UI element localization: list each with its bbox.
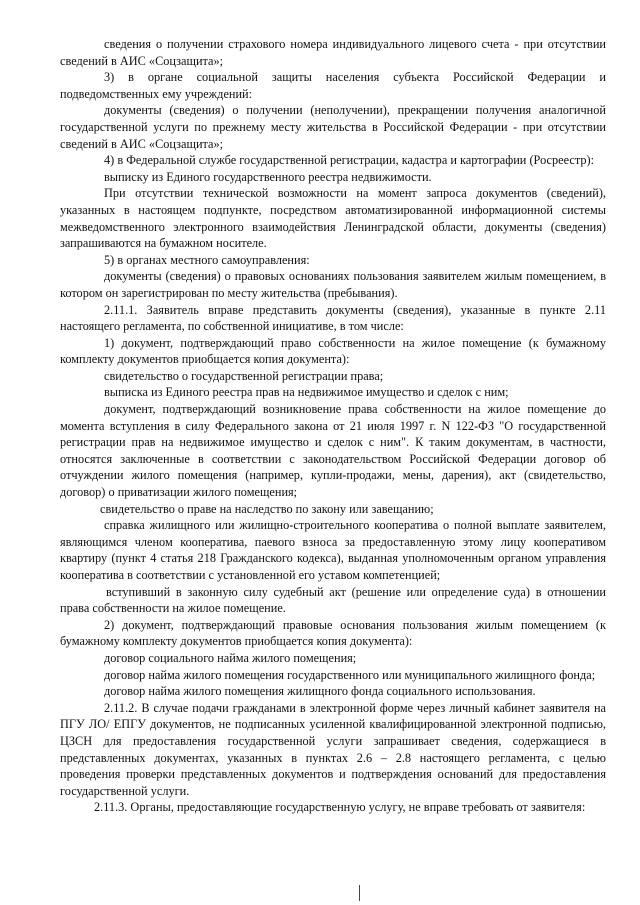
paragraph: сведения о получении страхового номера индивидуального лицевого счета - при отсутствии сведений в АИС «Соцзащита»; [60, 37, 606, 68]
paragraph: справка жилищного или жилищно-строительного кооператива о полной выплате заявителем, являющимся членом кооператива, паевого взноса за предоставленную этому лицу кооперативом квартиру (пункт 4 статья 218 Гражданского кодекса), выданная уполномоченным органом управления кооператива в соответствии с установленной его уставом компетенцией; [60, 518, 606, 582]
paragraph: 4) в Федеральной службе государственной регистрации, кадастра и картографии (Росреестр): [104, 153, 595, 168]
paragraph: 3) в органе социальной защиты населения субъекта Российской Федерации и подведомственных ему учреждений: [60, 70, 606, 101]
paragraph: договор социального найма жилого помещения; [104, 650, 357, 665]
paragraph: документы (сведения) о правовых основаниях пользования заявителем жилым помещением, в котором он зарегистрирован по месту жительства (пребывания). [60, 269, 606, 300]
paragraph: выписку из Единого государственного реестра недвижимости. [104, 169, 432, 184]
paragraph: При отсутствии технической возможности на момент запроса документов (сведений), указанных в настоящем подпункте, посредством автоматизированной информационной системы межведомственного электронного взаимодействия Ленинградской области, документы (сведения) запрашиваются на бумажном носителе. [60, 186, 606, 251]
paragraph: свидетельство о государственной регистрации права; [104, 368, 384, 383]
paragraph: 1) документ, подтверждающий право собственности на жилое помещение (к бумажному комплекту документов приобщается копия документа): [60, 335, 606, 367]
paragraph: выписка из Единого реестра прав на недвижимое имущество и сделок с ним; [104, 385, 509, 400]
paragraph: 2) документ, подтверждающий правовые основания пользования жилым помещением (к бумажному комплекту документов приобщается копия документа): [60, 617, 606, 649]
scan-mark [359, 885, 360, 901]
paragraph: 2.11.2. В случае подачи гражданами в электронной форме через личный кабинет заявителя на ПГУ ЛО/ ЕПГУ документов, не подписанных усиленной квалифицированной электронной подписью, ЦЗСН для предоставления государственной услуги запрашивает сведения, содержащиеся в представленных документах, указанных в пунктах 2.6 – 2.8 настоящего регламента, с целью проведения проверки представленных документов и подтверждения оснований для предоставления государственной услуги. [60, 700, 606, 798]
paragraph: документ, подтверждающий возникновение права собственности на жилое помещение до момента вступления в силу Федерального закона от 21 июля 1997 г. N 122-ФЗ "О государственной регистрации прав на недвижимое имущество и сделок с ним". К таким документам, в частности, относятся заключенные в соответствии с законодательством Российской Федерации договор об отчуждении жилого помещения (например, купли-продажи, мены, дарения), акт (свидетельство, договор) о приватизации жилого помещения; [60, 402, 606, 500]
paragraph: договор найма жилого помещения государственного или муниципального жилищного фонда; [104, 667, 596, 682]
paragraph: 2.11.1. Заявитель вправе представить документы (сведения), указанные в пункте 2.11 настоящего регламента, по собственной инициативе, в том числе: [60, 302, 606, 334]
paragraph: документы (сведения) о получении (неполучении), прекращении получения аналогичной государственной услуги по прежнему месту жительства в Российской Федерации - при отсутствии сведений в АИС «Соцзащита»; [60, 103, 606, 151]
paragraph: 5) в органах местного самоуправления: [104, 252, 310, 267]
document-page [60, 36, 606, 816]
paragraph: вступивший в законную силу судебный акт (решение или определение суда) в отношении права собственности на жилое помещение. [60, 584, 606, 616]
paragraph: свидетельство о праве на наследство по закону или завещанию; [100, 501, 434, 516]
paragraph: 2.11.3. Органы, предоставляющие государственную услугу, не вправе требовать от заявителя: [94, 800, 586, 815]
paragraph: договор найма жилого помещения жилищного фонда социального использования. [104, 684, 536, 699]
